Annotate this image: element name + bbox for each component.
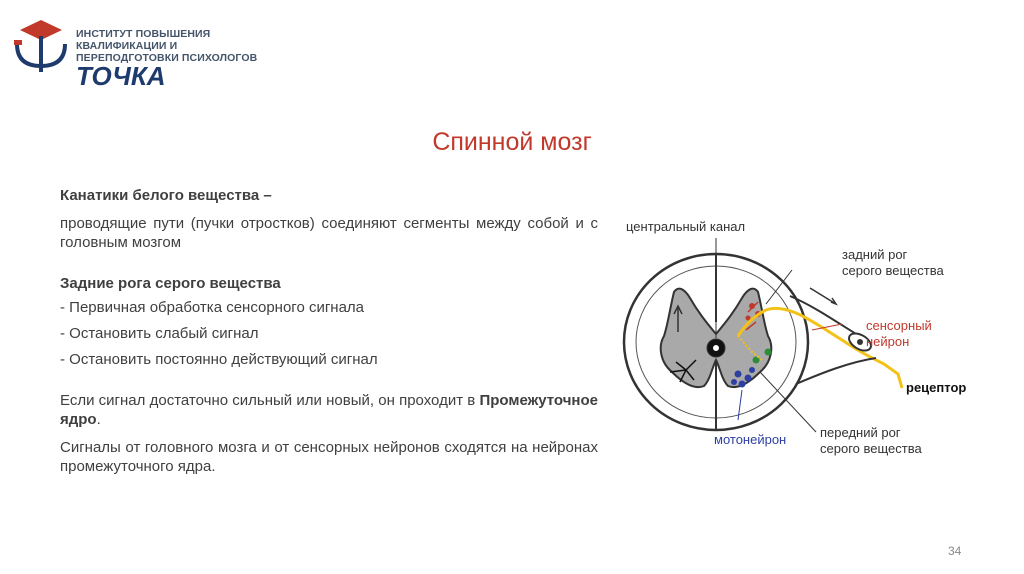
- paragraph-intermediate-nucleus: [60, 391, 598, 429]
- logo: [10, 14, 270, 91]
- label-dorsal-horn-1: задний рог: [842, 247, 908, 262]
- list-item: - Остановить слабый сигнал: [60, 325, 259, 342]
- label-motoneuron: мотонейрон: [714, 432, 787, 447]
- label-sensory-1: сенсорный: [866, 318, 932, 333]
- page-title: Спинной мозг: [432, 128, 592, 156]
- text-block: [60, 186, 598, 476]
- paragraph-pathways: проводящие пути (пучки отростков) соединяют сегменты между собой и с головным мозгом: [60, 215, 598, 251]
- list-item: - Остановить постоянно действующий сигнал: [60, 351, 378, 368]
- paragraph-convergence: Сигналы от головного мозга и от сенсорных нейронов сходятся на нейронах промежуточного ядра.: [60, 439, 598, 475]
- label-ventral-horn-2: серого вещества: [820, 441, 922, 456]
- page-number: 34: [948, 544, 962, 558]
- label-central-canal: центральный канал: [626, 219, 746, 234]
- label-dorsal-horn-2: серого вещества: [842, 263, 944, 278]
- institute-name: [76, 28, 266, 64]
- label-receptor: рецептор: [906, 380, 967, 395]
- logo-line-3: ПЕРЕПОДГОТОВКИ ПСИХОЛОГОВ: [76, 52, 258, 64]
- label-ventral-horn-1: передний рог: [820, 425, 901, 440]
- para2-bold: Промежуточное ядро: [60, 392, 598, 428]
- para2-end: .: [96, 411, 101, 428]
- heading-white-matter: Канатики белого вещества –: [60, 187, 272, 204]
- institute-emblem-icon: [10, 14, 72, 78]
- logo-line-1: ИНСТИТУТ ПОВЫШЕНИЯ: [76, 28, 211, 40]
- heading-dorsal-horns: Задние рога серого вещества: [60, 275, 281, 292]
- logo-brand: ТОЧКА: [76, 61, 166, 91]
- para2-start: Если сигнал достаточно сильный или новый, он проходит в: [60, 392, 480, 409]
- label-sensory-2: нейрон: [866, 334, 910, 349]
- interneuron-dot: [765, 349, 772, 356]
- list-item: - Первичная обработка сенсорного сигнала: [60, 299, 365, 316]
- logo-line-2: КВАЛИФИКАЦИИ И: [76, 40, 178, 52]
